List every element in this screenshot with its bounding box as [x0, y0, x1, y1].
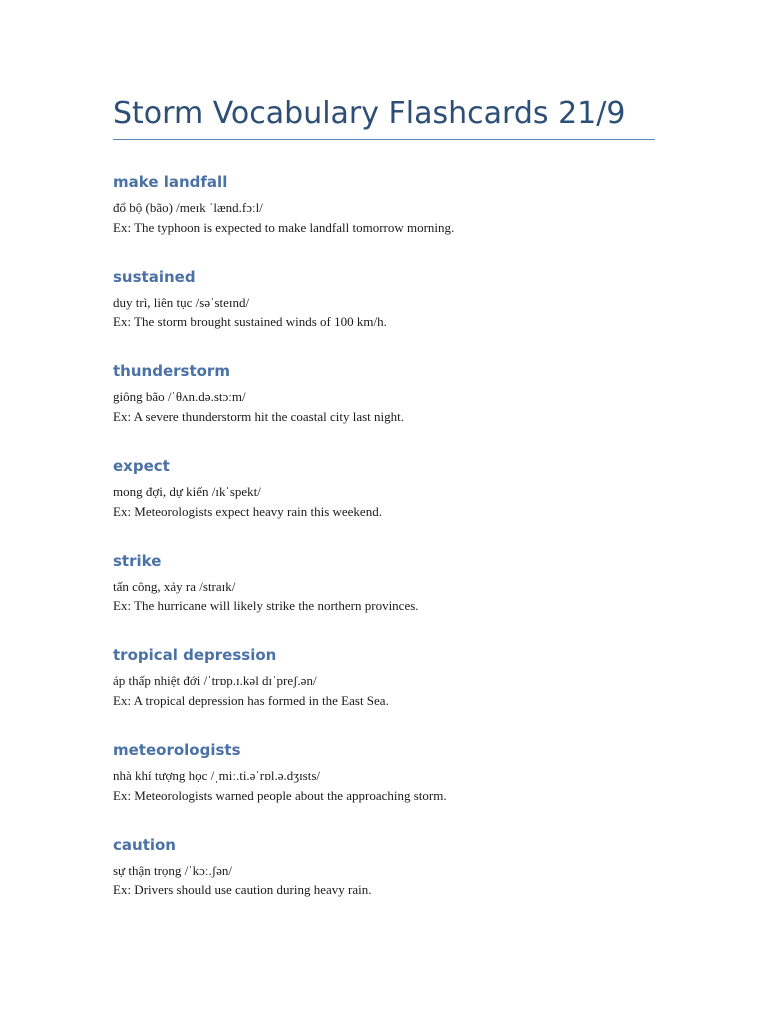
title-divider — [113, 139, 655, 140]
vocab-term: strike — [113, 551, 162, 570]
vocab-term: tropical depression — [113, 646, 277, 665]
vocab-entry — [113, 833, 655, 928]
page-title: Storm Vocabulary Flashcards 21/9 — [113, 96, 626, 131]
vocab-meaning: đổ bộ (bão) /meɪk ˈlænd.fɔːl/ — [113, 200, 263, 215]
vocab-term: caution — [113, 835, 176, 854]
vocab-entry — [113, 643, 655, 738]
vocab-entry — [113, 265, 655, 360]
vocab-example: Ex: The hurricane will likely strike the northern provinces. — [113, 598, 419, 614]
vocab-entry — [113, 738, 655, 833]
vocab-entry — [113, 549, 655, 644]
vocab-example: Ex: Meteorologists expect heavy rain this weekend. — [113, 503, 382, 519]
vocab-meaning: mong đợi, dự kiến /ɪkˈspekt/ — [113, 484, 261, 500]
vocab-entry — [113, 359, 655, 454]
vocab-example: Ex: A tropical depression has formed in the East Sea. — [113, 692, 389, 708]
vocab-example: Ex: A severe thunderstorm hit the coastal city last night. — [113, 408, 404, 424]
vocab-entry — [113, 454, 655, 549]
vocab-term: expect — [113, 457, 170, 476]
vocab-example: Ex: The typhoon is expected to make landfall tomorrow morning. — [113, 219, 455, 235]
vocabulary-list — [113, 170, 655, 928]
vocab-example: Ex: Meteorologists warned people about the approaching storm. — [113, 787, 447, 803]
vocab-entry — [113, 170, 655, 265]
vocab-term: sustained — [113, 267, 196, 286]
vocab-example: Ex: Drivers should use caution during heavy rain. — [113, 882, 372, 898]
vocab-meaning: tấn công, xảy ra /straɪk/ — [113, 578, 236, 594]
vocab-meaning: sự thận trọng /ˈkɔː.ʃən/ — [113, 862, 232, 878]
vocab-term: thunderstorm — [113, 362, 230, 381]
vocab-meaning: duy trì, liên tục /səˈsteɪnd/ — [113, 294, 250, 310]
vocab-meaning: nhà khí tượng học /ˌmiː.ti.əˈrɒl.ə.dʒɪsts/ — [113, 768, 321, 784]
vocab-term: meteorologists — [113, 741, 241, 760]
vocab-meaning: áp thấp nhiệt đới /ˈtrɒp.ɪ.kəl dɪˈpreʃ.ən/ — [113, 673, 317, 689]
vocab-example: Ex: The storm brought sustained winds of 100 km/h. — [113, 314, 387, 330]
vocab-meaning: giông bão /ˈθʌn.də.stɔːm/ — [113, 389, 246, 405]
vocab-term: make landfall — [113, 173, 228, 191]
